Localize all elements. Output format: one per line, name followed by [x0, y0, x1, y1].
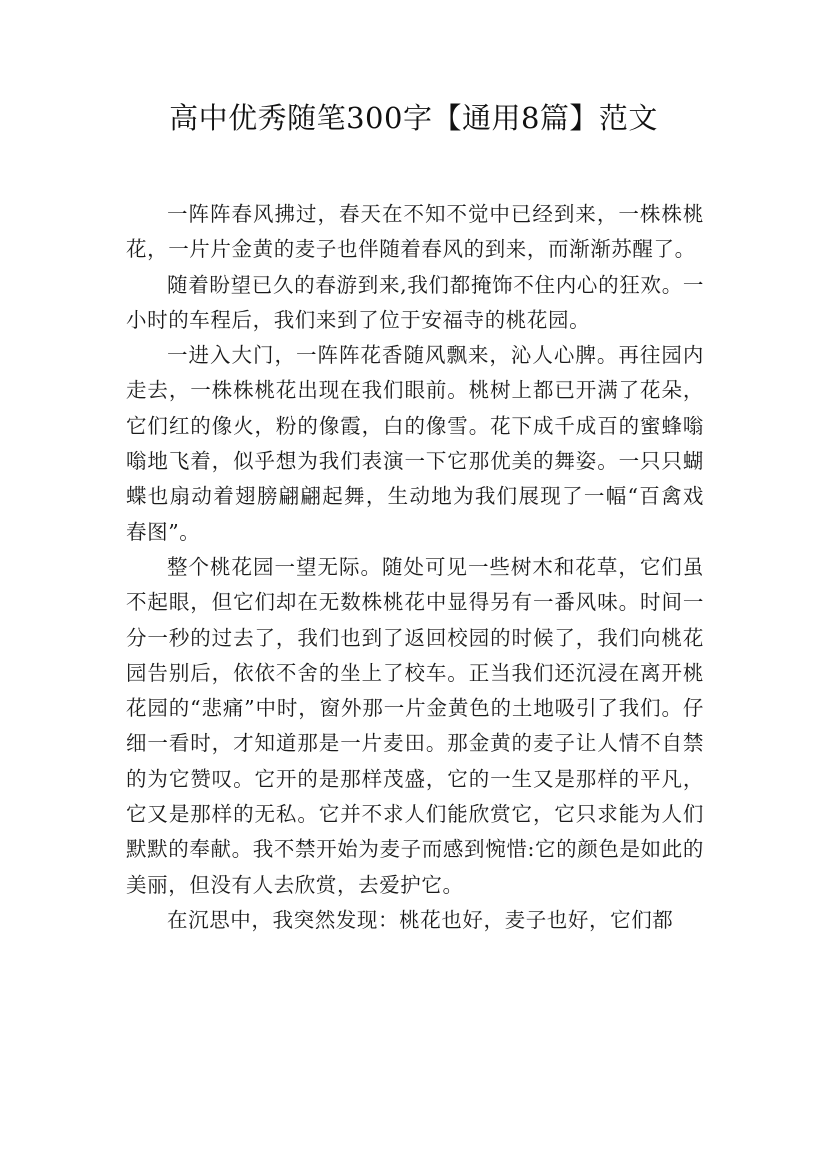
paragraph-3: 一进入大门，一阵阵花香随风飘来，沁人心脾。再往园内走去，一株株桃花出现在我们眼前。桃树上都已开满了花朵，它们红的像火，粉的像霞，白的像雪。花下成千成百的蜜蜂嗡嗡地飞着，似乎想为我们表演一下它那优美的舞姿。一只只蝴蝶也扇动着翅膀翩翩起舞，生动地为我们展现了一幅“百禽戏春图”。: [126, 343, 704, 544]
page-title: 高中优秀随笔300字【通用8篇】范文: [169, 101, 658, 135]
paragraph-1: 一阵阵春风拂过，春天在不知不觉中已经到来，一株株桃花，一片片金黄的麦子也伴随着春风的到来，而渐渐苏醒了。: [126, 202, 704, 262]
paragraph-2: 随着盼望已久的春游到来,我们都掩饰不住内心的狂欢。一小时的车程后，我们来到了位于安福寺的桃花园。: [126, 272, 704, 332]
article-body: [126, 197, 704, 938]
paragraph-5: 在沉思中，我突然发现：桃花也好，麦子也好，它们都: [167, 907, 674, 932]
paragraph-4: 整个桃花园一望无际。随处可见一些树木和花草，它们虽不起眼，但它们却在无数株桃花中显得另有一番风味。时间一分一秒的过去了，我们也到了返回校园的时候了，我们向桃花园告别后，依依不舍的坐上了校车。正当我们还沉浸在离开桃花园的“悲痛”中时，窗外那一片金黄色的土地吸引了我们。仔细一看时，才知道那是一片麦田。那金黄的麦子让人情不自禁的为它赞叹。它开的是那样茂盛，它的一生又是那样的平凡，它又是那样的无私。它并不求人们能欣赏它，它只求能为人们默默的奉献。我不禁开始为麦子而感到惋惜:它的颜色是如此的美丽，但没有人去欣赏，去爱护它。: [126, 554, 704, 897]
